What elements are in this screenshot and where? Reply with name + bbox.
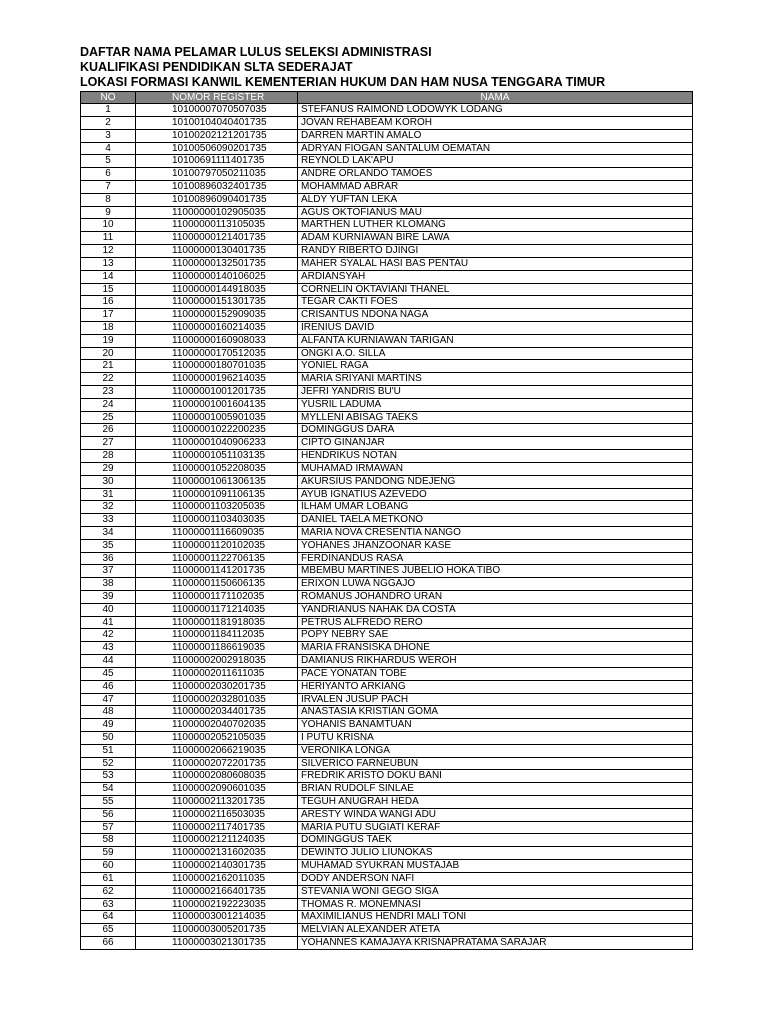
- register-number: 11000001103205035: [136, 501, 298, 514]
- register-number: 11000001141201735: [136, 565, 298, 578]
- row-number: 29: [81, 462, 136, 475]
- applicant-name: PACE YONATAN TOBE: [298, 667, 693, 680]
- table-row: [81, 450, 693, 463]
- register-number: 10100797050211035: [136, 168, 298, 181]
- row-number: 40: [81, 603, 136, 616]
- row-number: 61: [81, 872, 136, 885]
- applicant-name: THOMAS R. MONEMNASI: [298, 898, 693, 911]
- table-row: [81, 667, 693, 680]
- table-row: [81, 360, 693, 373]
- row-number: 23: [81, 386, 136, 399]
- row-number: 43: [81, 642, 136, 655]
- table-row: [81, 552, 693, 565]
- table-row: [81, 296, 693, 309]
- register-number: 11000001001201735: [136, 386, 298, 399]
- column-header-no: NO: [81, 91, 136, 104]
- register-number: 11000001052208035: [136, 462, 298, 475]
- applicant-name: HENDRIKUS NOTAN: [298, 450, 693, 463]
- table-row: [81, 898, 693, 911]
- register-number: 11000002121124035: [136, 834, 298, 847]
- applicant-name: MYLLENI ABISAG TAEKS: [298, 411, 693, 424]
- table-row: [81, 680, 693, 693]
- row-number: 24: [81, 398, 136, 411]
- row-number: 32: [81, 501, 136, 514]
- table-row: [81, 104, 693, 117]
- row-number: 42: [81, 629, 136, 642]
- register-number: 11000002162011035: [136, 872, 298, 885]
- register-number: 10100896032401735: [136, 181, 298, 194]
- row-number: 41: [81, 616, 136, 629]
- table-row: [81, 591, 693, 604]
- applicant-name: STEVANIA WONI GEGO SIGA: [298, 885, 693, 898]
- applicant-name: MAXIMILIANUS HENDRI MALI TONI: [298, 911, 693, 924]
- table-row: [81, 731, 693, 744]
- register-number: 11000002140301735: [136, 860, 298, 873]
- applicant-name: DOMINGGUS DARA: [298, 424, 693, 437]
- table-row: [81, 629, 693, 642]
- row-number: 26: [81, 424, 136, 437]
- register-number: 11000001091106135: [136, 488, 298, 501]
- row-number: 7: [81, 181, 136, 194]
- applicant-name: AYUB IGNATIUS AZEVEDO: [298, 488, 693, 501]
- document-subtitle-qualification: KUALIFIKASI PENDIDIKAN SLTA SEDERAJAT: [80, 60, 353, 75]
- register-number: 11000001186619035: [136, 642, 298, 655]
- row-number: 5: [81, 155, 136, 168]
- register-number: 11000001040906233: [136, 437, 298, 450]
- table-row: [81, 232, 693, 245]
- table-row: [81, 257, 693, 270]
- register-number: 11000001116609035: [136, 526, 298, 539]
- table-row: [81, 860, 693, 873]
- table-row: [81, 808, 693, 821]
- row-number: 19: [81, 334, 136, 347]
- applicant-name: DODY ANDERSON NAFI: [298, 872, 693, 885]
- register-number: 11000002002918035: [136, 655, 298, 668]
- applicant-name: ONGKI A.O. SILLA: [298, 347, 693, 360]
- table-row: [81, 501, 693, 514]
- applicant-name: CRISANTUS NDONA NAGA: [298, 309, 693, 322]
- register-number: 11000002040702035: [136, 719, 298, 732]
- table-row: [81, 488, 693, 501]
- row-number: 33: [81, 514, 136, 527]
- table-row: [81, 462, 693, 475]
- applicant-name: MARTHEN LUTHER KLOMANG: [298, 219, 693, 232]
- row-number: 15: [81, 283, 136, 296]
- table-row: [81, 885, 693, 898]
- row-number: 63: [81, 898, 136, 911]
- register-number: 11000001150606135: [136, 578, 298, 591]
- applicant-name: ALDY YUFTAN LEKA: [298, 193, 693, 206]
- applicant-name: IRVALEN JUSUP PACH: [298, 693, 693, 706]
- applicant-name: DAMIANUS RIKHARDUS WEROH: [298, 655, 693, 668]
- register-number: 10100896090401735: [136, 193, 298, 206]
- table-row: [81, 603, 693, 616]
- register-number: 11000000151301735: [136, 296, 298, 309]
- row-number: 51: [81, 744, 136, 757]
- table-row: [81, 770, 693, 783]
- table-row: [81, 129, 693, 142]
- register-number: 11000001171102035: [136, 591, 298, 604]
- register-number: 11000002011611035: [136, 667, 298, 680]
- row-number: 13: [81, 257, 136, 270]
- table-row: [81, 411, 693, 424]
- row-number: 25: [81, 411, 136, 424]
- row-number: 14: [81, 270, 136, 283]
- table-row: [81, 347, 693, 360]
- register-number: 11000000196214035: [136, 373, 298, 386]
- applicant-name: ERIXON LUWA NGGAJO: [298, 578, 693, 591]
- table-row: [81, 334, 693, 347]
- row-number: 62: [81, 885, 136, 898]
- applicant-name: SILVERICO FARNEUBUN: [298, 757, 693, 770]
- row-number: 8: [81, 193, 136, 206]
- table-row: [81, 398, 693, 411]
- table-row: [81, 526, 693, 539]
- row-number: 6: [81, 168, 136, 181]
- applicant-name: IRENIUS DAVID: [298, 321, 693, 334]
- applicant-name: AGUS OKTOFIANUS MAU: [298, 206, 693, 219]
- row-number: 1: [81, 104, 136, 117]
- table-row: [81, 142, 693, 155]
- row-number: 2: [81, 116, 136, 129]
- register-number: 10100202121201735: [136, 129, 298, 142]
- register-number: 11000001001604135: [136, 398, 298, 411]
- applicant-name: I PUTU KRISNA: [298, 731, 693, 744]
- row-number: 4: [81, 142, 136, 155]
- row-number: 56: [81, 808, 136, 821]
- register-number: 11000000160908033: [136, 334, 298, 347]
- row-number: 3: [81, 129, 136, 142]
- register-number: 11000003005201735: [136, 924, 298, 937]
- register-number: 11000002080608035: [136, 770, 298, 783]
- applicant-name: ROMANUS JOHANDRO URAN: [298, 591, 693, 604]
- table-row: [81, 475, 693, 488]
- row-number: 55: [81, 796, 136, 809]
- register-number: 11000003001214035: [136, 911, 298, 924]
- table-row: [81, 155, 693, 168]
- register-number: 10100506090201735: [136, 142, 298, 155]
- applicant-name: TEGAR CAKTI FOES: [298, 296, 693, 309]
- applicant-name: TEGUH ANUGRAH HEDA: [298, 796, 693, 809]
- row-number: 17: [81, 309, 136, 322]
- table-row: [81, 373, 693, 386]
- table-row: [81, 437, 693, 450]
- applicant-name: ANDRE ORLANDO TAMOES: [298, 168, 693, 181]
- register-number: 11000002116503035: [136, 808, 298, 821]
- column-header-nama: NAMA: [298, 91, 693, 104]
- applicant-name: BRIAN RUDOLF SINLAE: [298, 783, 693, 796]
- register-number: 11000001181918035: [136, 616, 298, 629]
- register-number: 11000001122706135: [136, 552, 298, 565]
- register-number: 11000000144918035: [136, 283, 298, 296]
- applicant-name: DANIEL TAELA METKONO: [298, 514, 693, 527]
- row-number: 28: [81, 450, 136, 463]
- register-number: 11000002131602035: [136, 847, 298, 860]
- register-number: 11000002066219035: [136, 744, 298, 757]
- row-number: 18: [81, 321, 136, 334]
- register-number: 10100691111401735: [136, 155, 298, 168]
- register-number: 11000000121401735: [136, 232, 298, 245]
- register-number: 11000000132501735: [136, 257, 298, 270]
- row-number: 36: [81, 552, 136, 565]
- table-row: [81, 796, 693, 809]
- applicant-name: JEFRI YANDRIS BU'U: [298, 386, 693, 399]
- row-number: 16: [81, 296, 136, 309]
- table-row: [81, 744, 693, 757]
- table-row: [81, 847, 693, 860]
- row-number: 65: [81, 924, 136, 937]
- row-number: 35: [81, 539, 136, 552]
- register-number: 10100007070507035: [136, 104, 298, 117]
- register-number: 11000000102905035: [136, 206, 298, 219]
- register-number: 11000002166401735: [136, 885, 298, 898]
- applicant-name: MELVIAN ALEXANDER ATETA: [298, 924, 693, 937]
- table-row: [81, 309, 693, 322]
- applicant-name: AKURSIUS PANDONG NDEJENG: [298, 475, 693, 488]
- row-number: 50: [81, 731, 136, 744]
- row-number: 49: [81, 719, 136, 732]
- document-page: [80, 45, 692, 950]
- row-number: 39: [81, 591, 136, 604]
- table-row: [81, 219, 693, 232]
- register-number: 11000002117401735: [136, 821, 298, 834]
- applicant-name: ARESTY WINDA WANGI ADU: [298, 808, 693, 821]
- applicant-name: ADAM KURNIAWAN BIRE LAWA: [298, 232, 693, 245]
- row-number: 64: [81, 911, 136, 924]
- row-number: 22: [81, 373, 136, 386]
- row-number: 10: [81, 219, 136, 232]
- applicant-name: YOHANIS BANAMTUAN: [298, 719, 693, 732]
- register-number: 11000000130401735: [136, 245, 298, 258]
- row-number: 21: [81, 360, 136, 373]
- row-number: 31: [81, 488, 136, 501]
- row-number: 58: [81, 834, 136, 847]
- row-number: 30: [81, 475, 136, 488]
- row-number: 34: [81, 526, 136, 539]
- applicant-name: MUHAMAD SYUKRAN MUSTAJAB: [298, 860, 693, 873]
- column-header-register: NOMOR REGISTER: [136, 91, 298, 104]
- register-number: 11000001184112035: [136, 629, 298, 642]
- row-number: 20: [81, 347, 136, 360]
- applicant-name: MARIA NOVA CRESENTIA NANGO: [298, 526, 693, 539]
- register-number: 11000002090601035: [136, 783, 298, 796]
- applicant-name: MARIA SRIYANI MARTINS: [298, 373, 693, 386]
- table-row: [81, 206, 693, 219]
- applicant-table: [80, 91, 693, 950]
- table-row: [81, 181, 693, 194]
- row-number: 44: [81, 655, 136, 668]
- applicant-name: DOMINGGUS TAEK: [298, 834, 693, 847]
- row-number: 57: [81, 821, 136, 834]
- applicant-name: RANDY RIBERTO DJINGI: [298, 245, 693, 258]
- row-number: 66: [81, 936, 136, 949]
- applicant-name: ANASTASIA KRISTIAN GOMA: [298, 706, 693, 719]
- applicant-name: ALFANTA KURNIAWAN TARIGAN: [298, 334, 693, 347]
- table-row: [81, 719, 693, 732]
- register-number: 11000000152909035: [136, 309, 298, 322]
- row-number: 59: [81, 847, 136, 860]
- applicant-name: JOVAN REHABEAM KOROH: [298, 116, 693, 129]
- applicant-name: MBEMBU MARTINES JUBELIO HOKA TIBO: [298, 565, 693, 578]
- table-row: [81, 693, 693, 706]
- table-row: [81, 283, 693, 296]
- table-row: [81, 783, 693, 796]
- table-row: [81, 514, 693, 527]
- table-row: [81, 655, 693, 668]
- applicant-name: MARIA FRANSISKA DHONE: [298, 642, 693, 655]
- applicant-name: ILHAM UMAR LOBANG: [298, 501, 693, 514]
- register-number: 11000002030201735: [136, 680, 298, 693]
- register-number: 11000001051103135: [136, 450, 298, 463]
- table-row: [81, 424, 693, 437]
- row-number: 12: [81, 245, 136, 258]
- register-number: 11000001120102035: [136, 539, 298, 552]
- row-number: 38: [81, 578, 136, 591]
- table-row: [81, 565, 693, 578]
- applicant-name: YANDRIANUS NAHAK DA COSTA: [298, 603, 693, 616]
- table-row: [81, 642, 693, 655]
- applicant-name: MUHAMAD IRMAWAN: [298, 462, 693, 475]
- applicant-name: POPY NEBRY SAE: [298, 629, 693, 642]
- table-row: [81, 193, 693, 206]
- applicant-name: PETRUS ALFREDO RERO: [298, 616, 693, 629]
- table-row: [81, 270, 693, 283]
- row-number: 48: [81, 706, 136, 719]
- register-number: 11000003021301735: [136, 936, 298, 949]
- table-row: [81, 757, 693, 770]
- register-number: 11000001061306135: [136, 475, 298, 488]
- register-number: 11000002032801035: [136, 693, 298, 706]
- table-row: [81, 924, 693, 937]
- register-number: 11000002034401735: [136, 706, 298, 719]
- applicant-name: YOHANES JHANZOONAR KASE: [298, 539, 693, 552]
- table-row: [81, 245, 693, 258]
- row-number: 11: [81, 232, 136, 245]
- register-number: 11000002192223035: [136, 898, 298, 911]
- applicant-name: HERIYANTO ARKIANG: [298, 680, 693, 693]
- applicant-name: MARIA PUTU SUGIATI KERAF: [298, 821, 693, 834]
- applicant-name: STEFANUS RAIMOND LODOWYK LODANG: [298, 104, 693, 117]
- register-number: 11000000113105035: [136, 219, 298, 232]
- table-row: [81, 616, 693, 629]
- applicant-name: YONIEL RAGA: [298, 360, 693, 373]
- register-number: 11000000180701035: [136, 360, 298, 373]
- row-number: 47: [81, 693, 136, 706]
- row-number: 54: [81, 783, 136, 796]
- applicant-name: ADRYAN FIOGAN SANTALUM OEMATAN: [298, 142, 693, 155]
- applicant-name: MAHER SYALAL HASI BAS PENTAU: [298, 257, 693, 270]
- register-number: 11000000170512035: [136, 347, 298, 360]
- row-number: 37: [81, 565, 136, 578]
- table-row: [81, 168, 693, 181]
- table-row: [81, 911, 693, 924]
- row-number: 46: [81, 680, 136, 693]
- document-title: DAFTAR NAMA PELAMAR LULUS SELEKSI ADMINISTRASI: [80, 45, 432, 59]
- table-header-row: [81, 91, 693, 104]
- register-number: 11000002052105035: [136, 731, 298, 744]
- applicant-name: CIPTO GINANJAR: [298, 437, 693, 450]
- applicant-name: FREDRIK ARISTO DOKU BANI: [298, 770, 693, 783]
- register-number: 11000001022200235: [136, 424, 298, 437]
- row-number: 27: [81, 437, 136, 450]
- row-number: 9: [81, 206, 136, 219]
- applicant-name: REYNOLD LAK'APU: [298, 155, 693, 168]
- row-number: 60: [81, 860, 136, 873]
- register-number: 10100104040401735: [136, 116, 298, 129]
- register-number: 11000001005901035: [136, 411, 298, 424]
- applicant-name: MOHAMMAD ABRAR: [298, 181, 693, 194]
- applicant-name: ARDIANSYAH: [298, 270, 693, 283]
- table-row: [81, 821, 693, 834]
- register-number: 11000001103403035: [136, 514, 298, 527]
- applicant-name: YOHANNES KAMAJAYA KRISNAPRATAMA SARAJAR: [298, 936, 693, 949]
- applicant-name: DEWINTO JULIO LIUNOKAS: [298, 847, 693, 860]
- table-row: [81, 386, 693, 399]
- register-number: 11000000140106025: [136, 270, 298, 283]
- table-row: [81, 539, 693, 552]
- applicant-name: CORNELIN OKTAVIANI THANEL: [298, 283, 693, 296]
- table-row: [81, 834, 693, 847]
- table-row: [81, 116, 693, 129]
- register-number: 11000002072201735: [136, 757, 298, 770]
- row-number: 45: [81, 667, 136, 680]
- applicant-name: FERDINANDUS RASA: [298, 552, 693, 565]
- register-number: 11000000160214035: [136, 321, 298, 334]
- register-number: 11000001171214035: [136, 603, 298, 616]
- applicant-name: DARREN MARTIN AMALO: [298, 129, 693, 142]
- document-subtitle-location: LOKASI FORMASI KANWIL KEMENTERIAN HUKUM DAN HAM NUSA TENGGARA TIMUR: [80, 75, 606, 90]
- table-body: [81, 104, 693, 950]
- row-number: 53: [81, 770, 136, 783]
- table-row: [81, 321, 693, 334]
- table-row: [81, 936, 693, 949]
- applicant-name: YUSRIL LADUMA: [298, 398, 693, 411]
- row-number: 52: [81, 757, 136, 770]
- table-row: [81, 872, 693, 885]
- applicant-name: VERONIKA LONGA: [298, 744, 693, 757]
- table-row: [81, 706, 693, 719]
- register-number: 11000002113201735: [136, 796, 298, 809]
- table-row: [81, 578, 693, 591]
